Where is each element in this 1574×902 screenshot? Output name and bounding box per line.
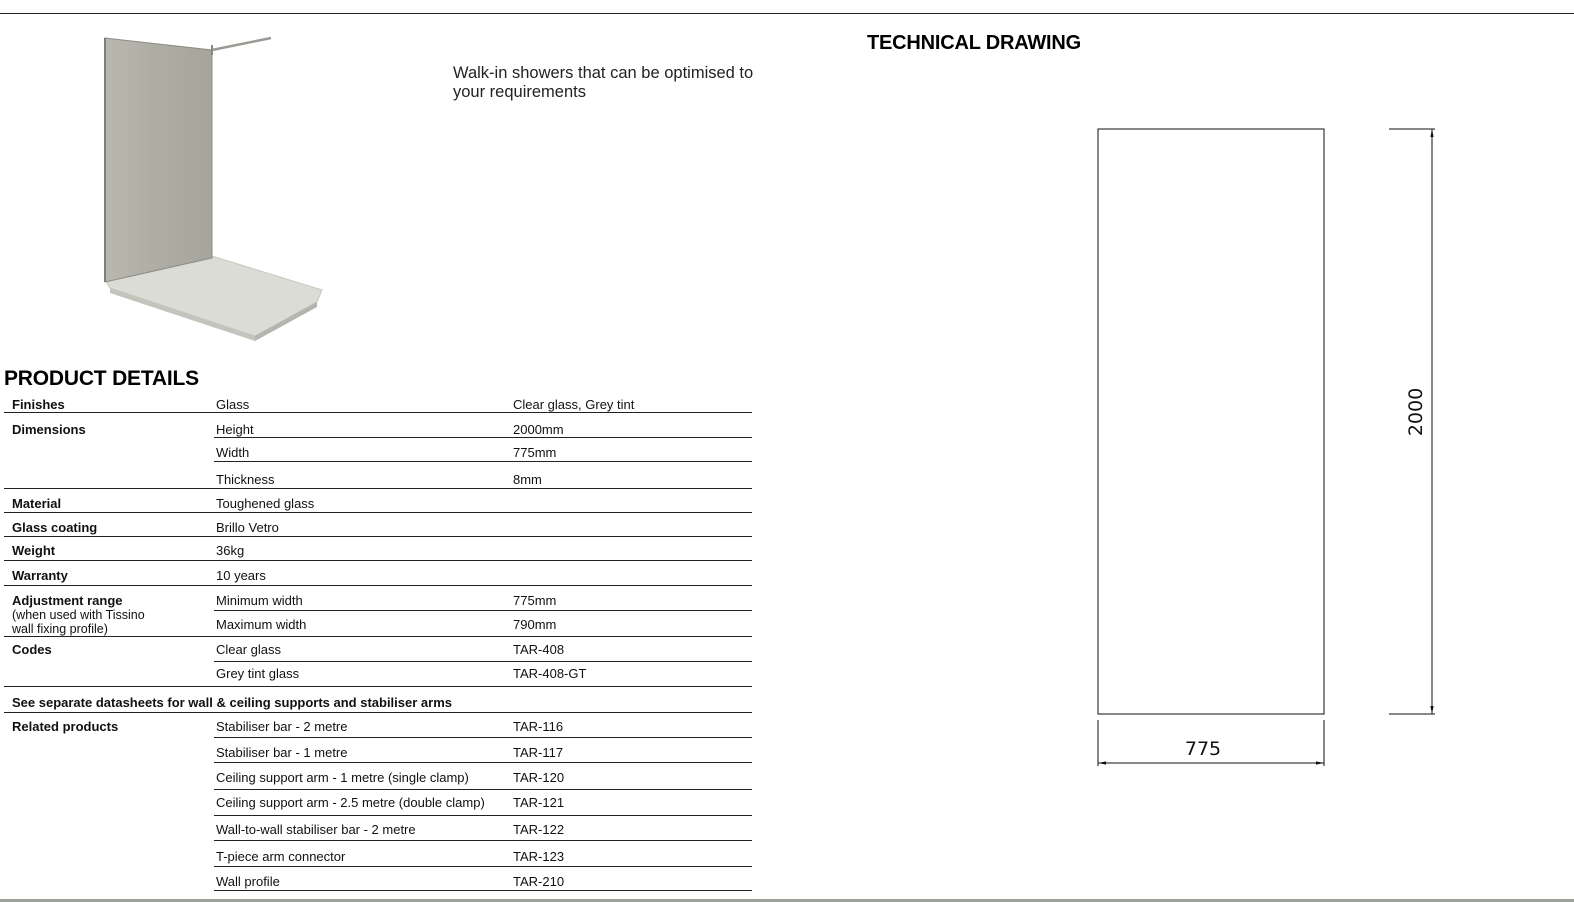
related-code: TAR-121	[513, 795, 565, 810]
thickness-value: 8mm	[513, 472, 542, 487]
related-code: TAR-210	[513, 874, 565, 889]
product-details-title: PRODUCT DETAILS	[4, 367, 199, 390]
related-code: TAR-123	[513, 849, 565, 864]
glass-coating-label: Glass coating	[12, 520, 98, 535]
divider	[4, 512, 752, 513]
divider	[4, 686, 752, 687]
warranty-label: Warranty	[12, 568, 68, 583]
adjustment-label	[12, 593, 145, 636]
width-dimension-label: 775	[1184, 738, 1222, 760]
min-width-value: 775mm	[513, 593, 557, 608]
related-code: TAR-117	[513, 745, 564, 760]
divider	[4, 560, 752, 561]
related-key: Wall profile	[216, 874, 280, 889]
max-width-key: Maximum width	[216, 617, 307, 632]
codes-label: Codes	[12, 642, 52, 657]
related-label: Related products	[12, 719, 119, 734]
clear-glass-code: TAR-408	[513, 642, 565, 657]
top-rule	[0, 13, 1574, 14]
technical-drawing-title: TECHNICAL DRAWING	[867, 32, 1082, 54]
height-dimension-label: 2000	[1405, 387, 1427, 437]
divider	[4, 636, 752, 637]
adjustment-label-text: Adjustment range	[12, 593, 123, 608]
width-value: 775mm	[513, 445, 557, 460]
divider	[214, 789, 752, 790]
divider	[214, 437, 752, 438]
panel-outline	[1098, 129, 1324, 714]
related-code: TAR-116	[513, 719, 564, 734]
grey-tint-key: Grey tint glass	[216, 666, 300, 681]
width-key: Width	[216, 445, 250, 460]
datasheets-notice: See separate datasheets for wall & ceiling supports and stabiliser arms	[12, 695, 452, 710]
related-key: Wall-to-wall stabiliser bar - 2 metre	[216, 822, 416, 837]
divider	[214, 840, 752, 841]
clear-glass-key: Clear glass	[216, 642, 282, 657]
divider	[214, 461, 752, 462]
thickness-key: Thickness	[216, 472, 275, 487]
divider	[214, 661, 752, 662]
related-key: Stabiliser bar - 1 metre	[216, 745, 348, 760]
dimensions-label: Dimensions	[12, 422, 86, 437]
related-key: Ceiling support arm - 1 metre (single clamp)	[216, 770, 469, 785]
related-code: TAR-120	[513, 770, 565, 785]
related-code: TAR-122	[513, 822, 565, 837]
divider	[214, 890, 752, 891]
divider	[214, 815, 752, 816]
related-key: T-piece arm connector	[216, 849, 346, 864]
min-width-key: Minimum width	[216, 593, 303, 608]
related-key: Stabiliser bar - 2 metre	[216, 719, 348, 734]
finishes-value: Clear glass, Grey tint	[513, 397, 635, 412]
divider	[214, 866, 752, 867]
height-value: 2000mm	[513, 422, 564, 437]
tagline: Walk-in showers that can be optimised to your requirements	[453, 64, 754, 101]
warranty-value: 10 years	[216, 568, 266, 583]
divider	[4, 585, 752, 586]
glass-coating-value: Brillo Vetro	[216, 520, 279, 535]
finishes-key: Glass	[216, 397, 250, 412]
divider	[4, 412, 752, 413]
weight-value: 36kg	[216, 543, 245, 558]
divider	[4, 712, 752, 713]
divider	[214, 610, 752, 611]
technical-drawing	[1090, 120, 1450, 780]
divider	[4, 536, 752, 537]
adjustment-sublabel-2: wall fixing profile)	[12, 622, 108, 636]
weight-label: Weight	[12, 543, 56, 558]
divider	[214, 762, 752, 763]
divider	[4, 488, 752, 489]
related-key: Ceiling support arm - 2.5 metre (double clamp)	[216, 795, 485, 810]
height-key: Height	[216, 422, 254, 437]
product-image	[95, 30, 330, 345]
material-value: Toughened glass	[216, 496, 315, 511]
finishes-label: Finishes	[12, 397, 65, 412]
divider	[214, 737, 752, 738]
max-width-value: 790mm	[513, 617, 557, 632]
material-label: Material	[12, 496, 62, 511]
grey-tint-code: TAR-408-GT	[513, 666, 587, 681]
adjustment-sublabel-1: (when used with Tissino	[12, 608, 145, 622]
